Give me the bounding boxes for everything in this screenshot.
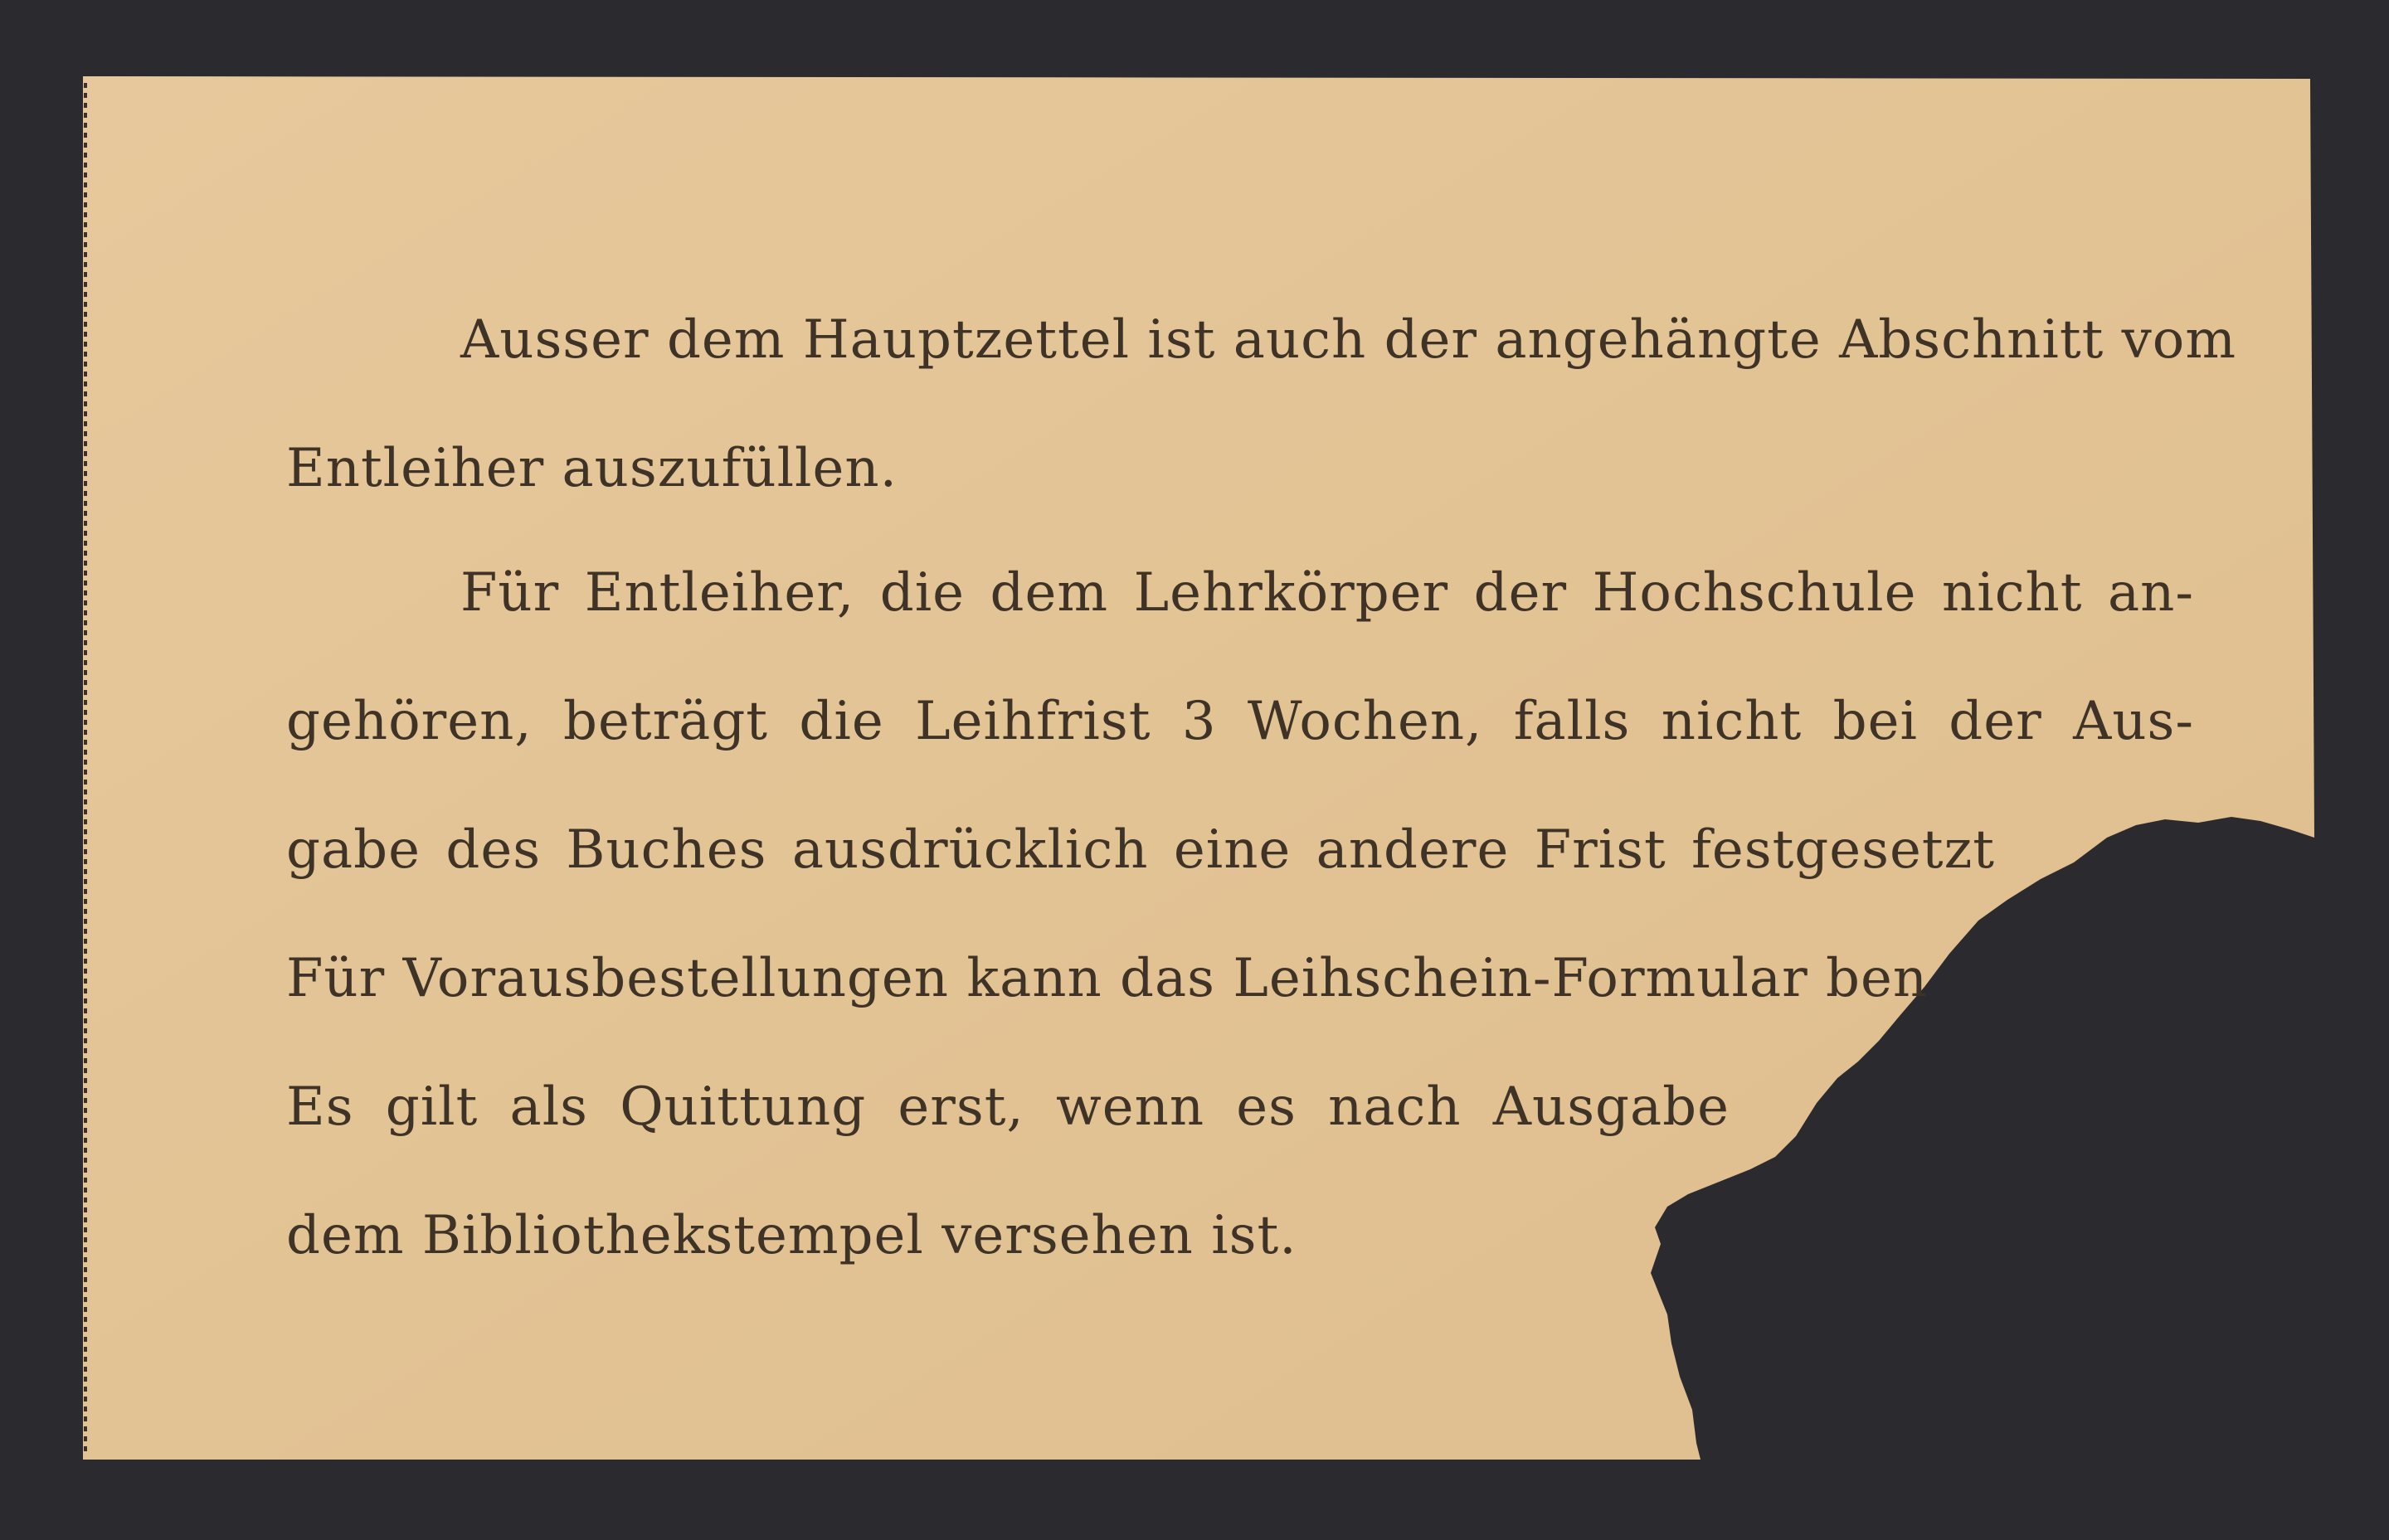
paragraph-1-line-2: Entleiher auszufüllen. — [286, 438, 898, 499]
paragraph-2-line-4: Für Vorausbestellungen kann das Leihschein-Formular ben — [286, 948, 1929, 1009]
paragraph-2-line-1: Für Entleiher, die dem Lehrkörper der Hochschule nicht an- — [460, 562, 2194, 624]
paragraph-2-line-2: gehören, beträgt die Leihfrist 3 Wochen, falls nicht bei der Aus- — [286, 691, 2194, 752]
paragraph-2-line-3: gabe des Buches ausdrücklich eine andere Frist festgesetzt — [286, 819, 1995, 881]
paragraph-2-line-5: Es gilt als Quittung erst, wenn es nach Ausgabe — [286, 1076, 1730, 1138]
paragraph-2-line-6: dem Bibliothekstempel versehen ist. — [286, 1205, 1297, 1266]
paragraph-1-line-1: Ausser dem Hauptzettel ist auch der angehängte Abschnitt vom — [460, 309, 2236, 371]
